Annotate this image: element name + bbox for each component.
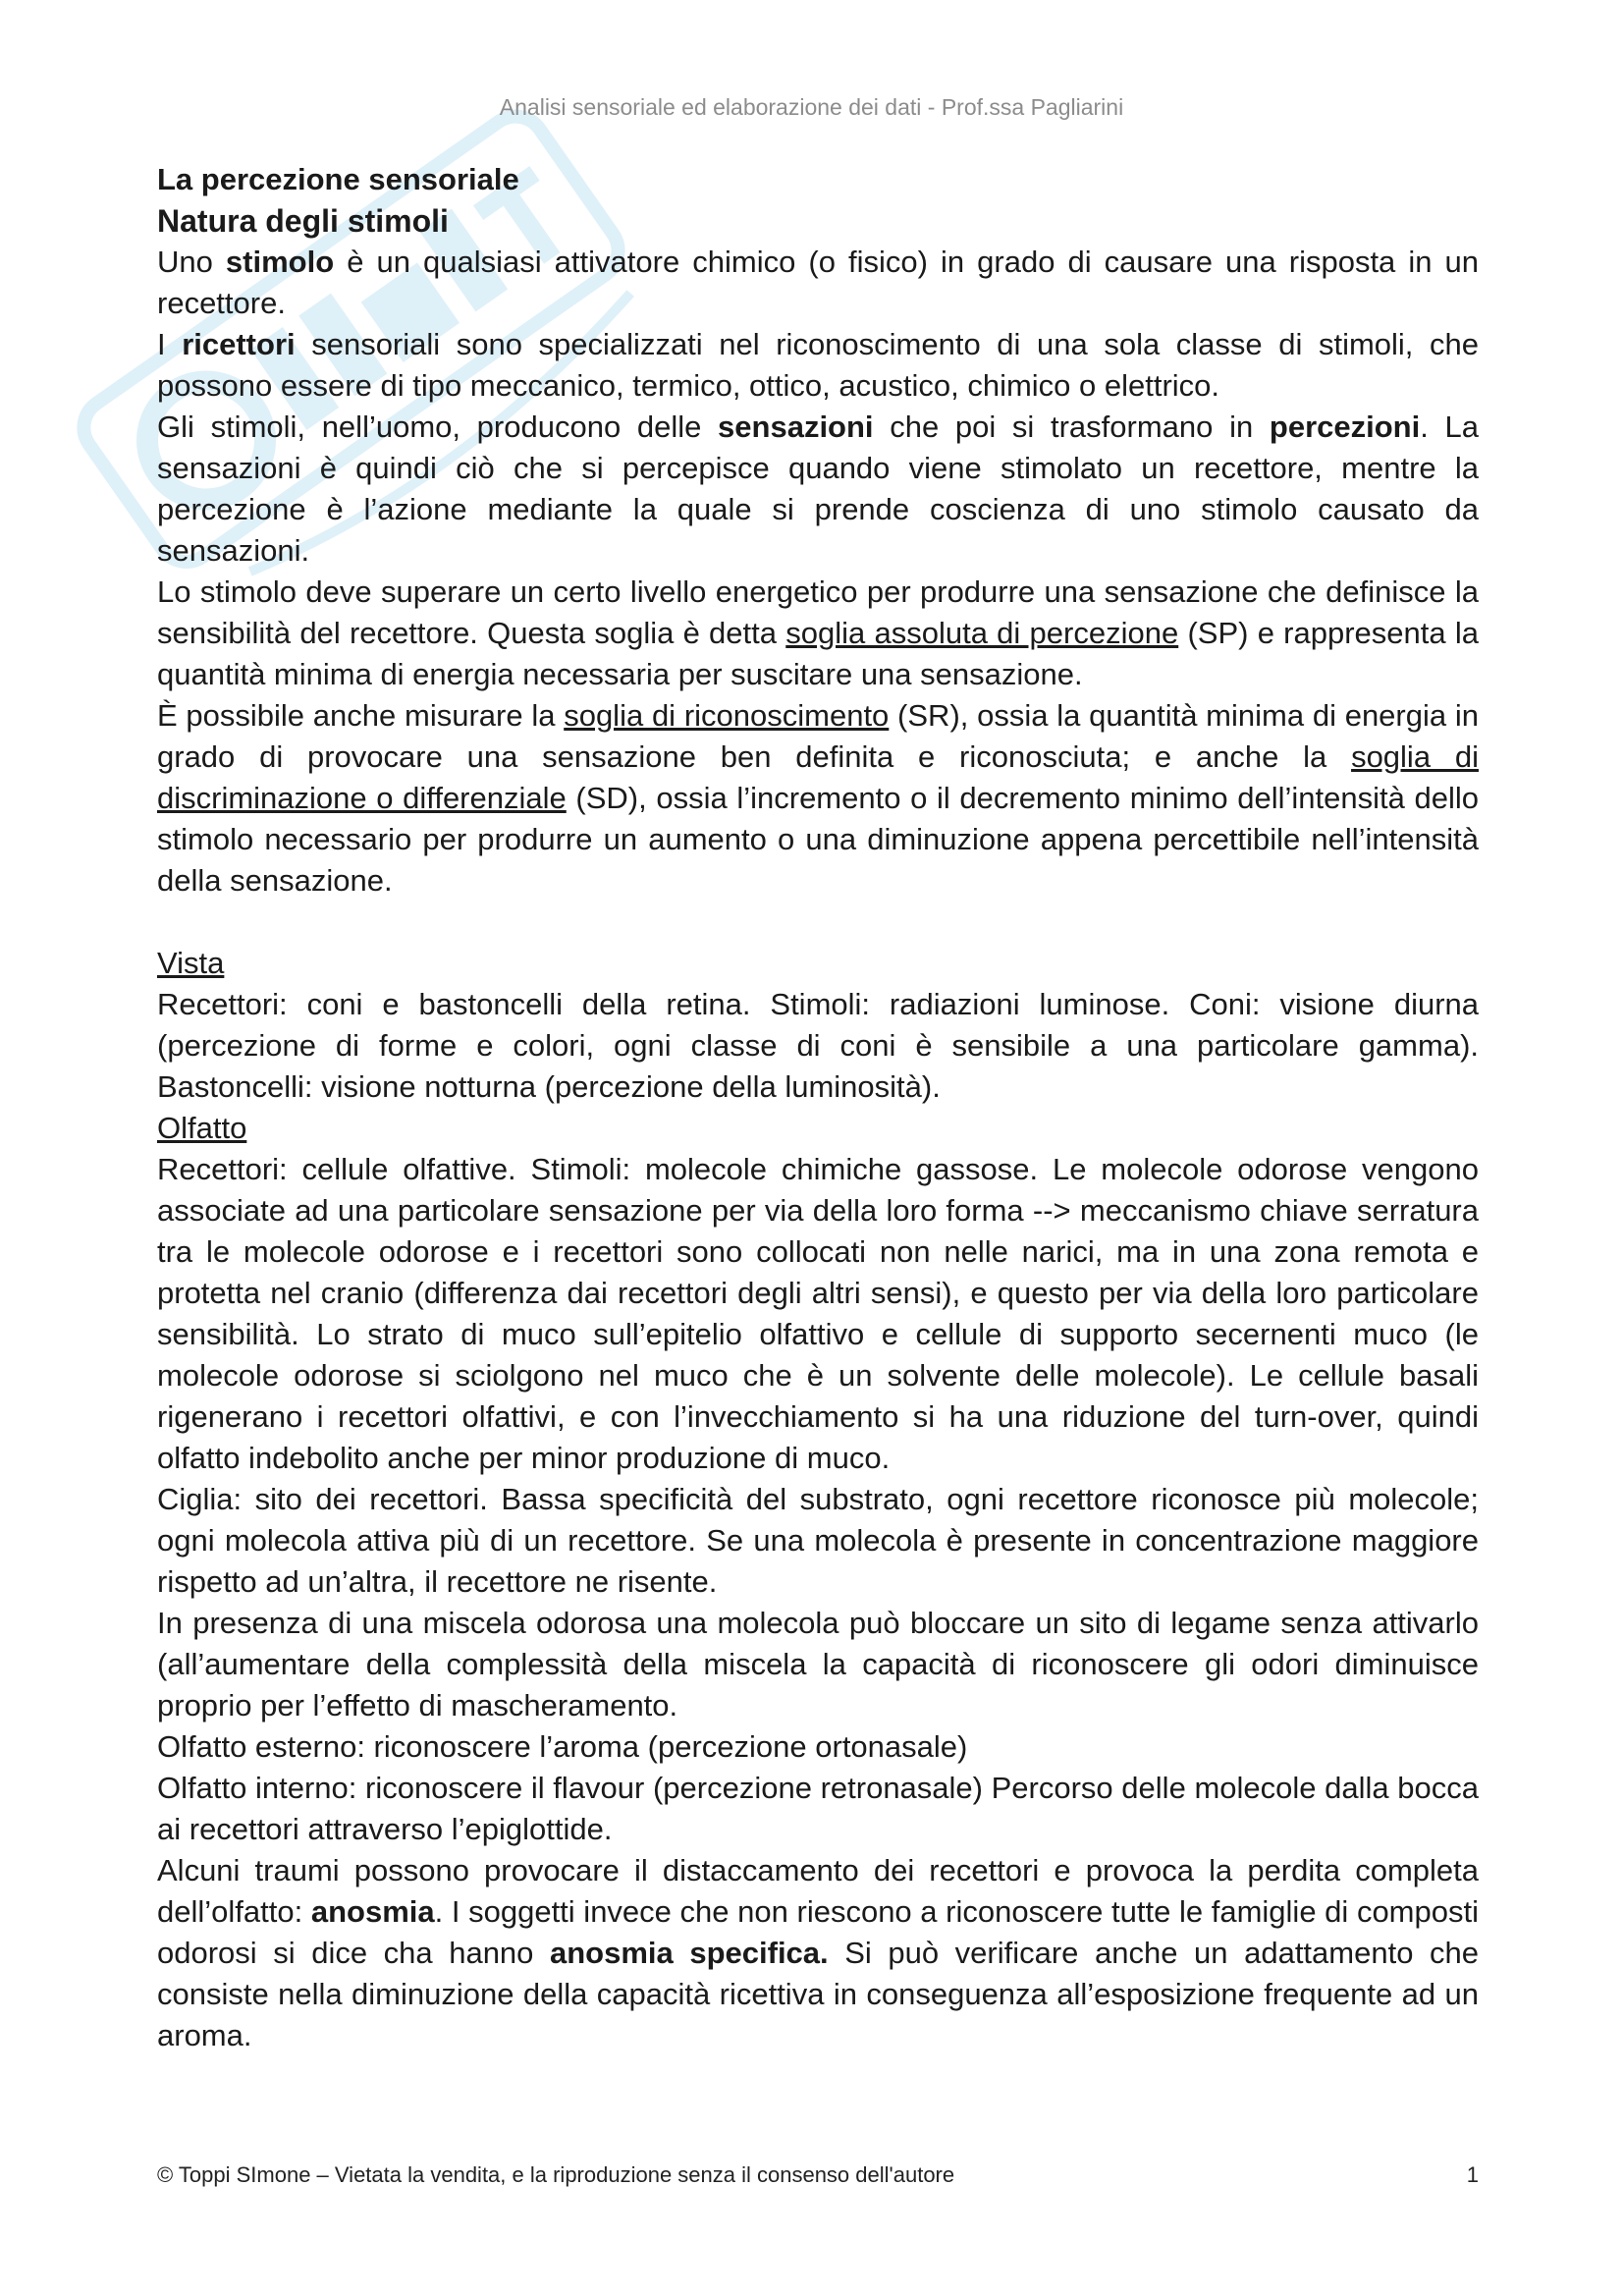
paragraph-soglie: È possibile anche misurare la soglia di riconoscimento (SR), ossia la quantità minima di energia in grado di provocare una sensazione ben definita e riconosciuta; e anche la soglia di discriminazione o differenziale (SD), ossia l’incremento o il decremento minimo dell’intensità dello stimolo necessario per produrre un aumento o una diminuzione appena percettibile nell’intensità della sensazione. [157, 698, 1479, 898]
document-title: La percezione sensoriale [157, 162, 519, 196]
footer-copyright: © Toppi SImone – Vietata la vendita, e la riproduzione senza il consenso dell'autore [157, 2162, 955, 2187]
page-number: 1 [1466, 2162, 1479, 2187]
paragraph-stimolo: Uno stimolo è un qualsiasi attivatore chimico (o fisico) in grado di causare una risposta in un recettore. [157, 245, 1479, 320]
paragraph-ricettori: I ricettori sensoriali sono specializzati nel riconoscimento di una sola classe di stimoli, che possono essere di tipo meccanico, termico, ottico, acustico, chimico o elettrico. [157, 327, 1479, 403]
section-title-stimoli: Natura degli stimoli [157, 203, 449, 239]
paragraph-olfatto-interno: Olfatto interno: riconoscere il flavour (percezione retronasale) Percorso delle molecole dalla bocca ai recettori attraverso l’epiglottide. [157, 1771, 1479, 1846]
paragraph-sensazioni: Gli stimoli, nell’uomo, producono delle sensazioni che poi si trasformano in percezioni. La sensazioni è quindi ciò che si percepisce quando viene stimolato un recettore, mentre la percezione è l’azione mediante la quale si prende coscienza di uno stimolo causato da sensazioni. [157, 410, 1479, 568]
paragraph-anosmia: Alcuni traumi possono provocare il distaccamento dei recettori e provoca la perdita completa dell’olfatto: anosmia. I soggetti invece che non riescono a riconoscere tutte le famiglie di composti odorosi si dice cha hanno anosmia specifica. Si può verificare anche un adattamento che consiste nella diminuzione della capacità ricettiva in conseguenza all’esposizione frequente ad un aroma. [157, 1853, 1479, 2052]
paragraph-olfatto-recettori: Recettori: cellule olfattive. Stimoli: molecole chimiche gassose. Le molecole odorose vengono associate ad una particolare sensazione per via della loro forma --> meccanismo chiave serratura tra le molecole odorose e i recettori sono collocati non nelle narici, ma in una zona remota e protetta nel cranio (differenza dai recettori degli altri sensi), e questo per via della loro particolare sensibilità. Lo strato di muco sull’epitelio olfattivo e cellule di supporto secernenti muco (le molecole odorose si sciolgono nel muco che è un solvente delle molecole). Le cellule basali rigenerano i recettori olfattivi, e con l’invecchiamento si ha una riduzione del turn-over, quindi olfatto indebolito anche per minor produzione di muco. [157, 1152, 1479, 1475]
section-heading-olfatto: Olfatto [157, 1111, 247, 1145]
page-header: Analisi sensoriale ed elaborazione dei dati - Prof.ssa Pagliarini [499, 94, 1124, 120]
document-body [157, 159, 1479, 2056]
paragraph-olfatto-miscela: In presenza di una miscela odorosa una molecola può bloccare un sito di legame senza attivarlo (all’aumentare della complessità della miscela la capacità di riconoscere gli odori diminuisce proprio per l’effetto di mascheramento. [157, 1606, 1479, 1722]
paragraph-olfatto-ciglia: Ciglia: sito dei recettori. Bassa specificità del substrato, ogni recettore riconosce più molecole; ogni molecola attiva più di un recettore. Se una molecola è presente in concentrazione maggiore rispetto ad un’altra, il recettore ne risente. [157, 1482, 1479, 1599]
paragraph-olfatto-esterno: Olfatto esterno: riconoscere l’aroma (percezione ortonasale) [157, 1729, 968, 1764]
paragraph-vista: Recettori: coni e bastoncelli della retina. Stimoli: radiazioni luminose. Coni: visione diurna (percezione di forme e colori, ogni classe di coni è sensibile a una particolare gamma). Bastoncelli: visione notturna (percezione della luminosità). [157, 987, 1479, 1104]
paragraph-soglia-assoluta: Lo stimolo deve superare un certo livello energetico per produrre una sensazione che definisce la sensibilità del recettore. Questa soglia è detta soglia assoluta di percezione (SP) e rappresenta la quantità minima di energia necessaria per suscitare una sensazione. [157, 574, 1479, 691]
section-heading-vista: Vista [157, 946, 225, 980]
page-footer [157, 2162, 1479, 2188]
